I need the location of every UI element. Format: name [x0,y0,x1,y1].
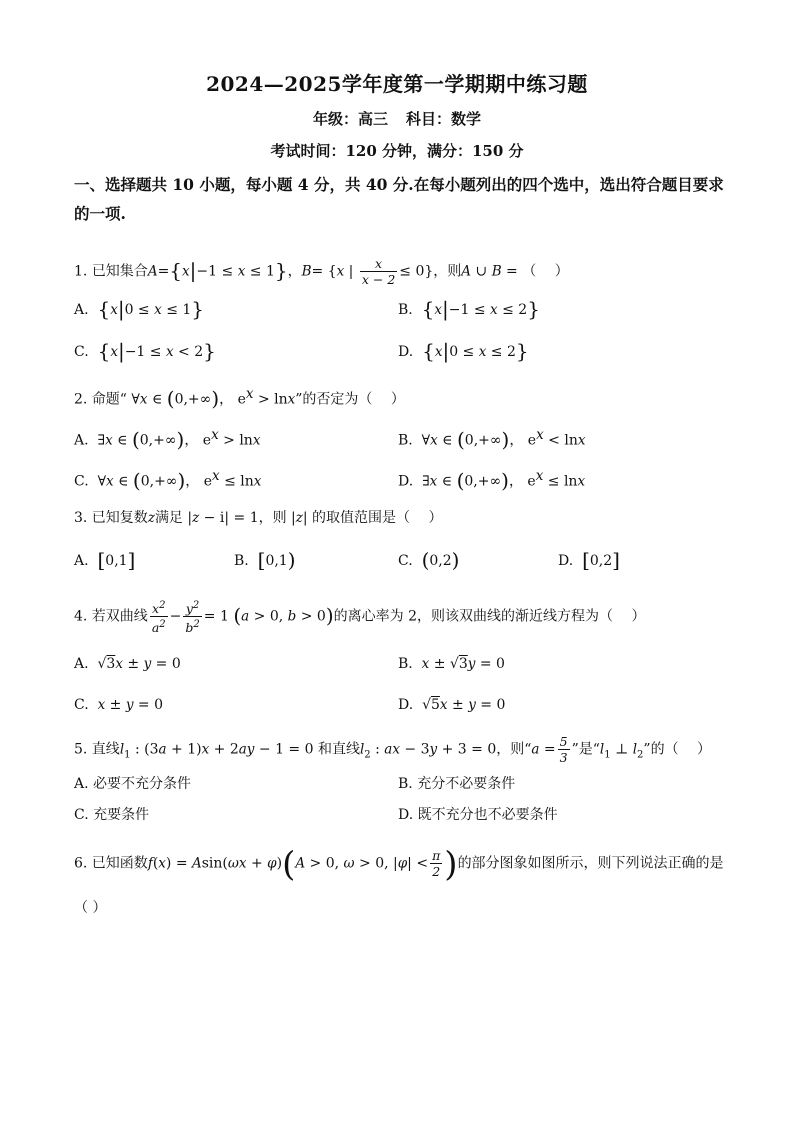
question-3-option-d[interactable]: D. [0,2] [558,548,620,572]
question-4-option-a[interactable]: A. √3x ± y = 0 [74,656,181,672]
question-4-option-b[interactable]: B. x ± √3y = 0 [398,656,505,672]
question-3-stem: 3. 已知复数z满足 |z − i| = 1，则 |z| 的取值范围是（ ） [74,510,443,526]
question-3-option-c[interactable]: C. (0,2) [398,548,460,572]
exam-info: 考试时间：120 分钟，满分：150 分 [270,142,524,160]
question-1-option-d[interactable]: D. {x|0 ≤ x ≤ 2} [398,339,529,363]
question-4-option-c[interactable]: C. x ± y = 0 [74,697,164,713]
question-number: 1. [74,263,92,280]
question-2-option-c[interactable]: C. ∀x ∈ (0,+∞)， $e^x \le \ln x$ [74,468,262,493]
question-5-option-a[interactable]: A. 必要不充分条件 [74,776,192,792]
subject-label: 科目：数学 [406,110,482,128]
question-2-stem: 2. 命题“ ∀x ∈ (0,+∞)， $e^x > \ln x$”的否定为（ ） [74,386,405,411]
question-1-option-c[interactable]: C. {x|−1 ≤ x < 2} [74,339,216,363]
question-1-stem: 1. 已知集合A={x|−1 ≤ x ≤ 1}，B= {x | $\frac{x}{x - 2}$ ≤ 0}，则A ∪ B = （ ） [74,256,569,287]
grade-subject-line [0,108,794,129]
question-5-option-b[interactable]: B. 充分不必要条件 [398,776,516,792]
section-heading: 一、选择题共 10 小题，每小题 4 分，共 40 分.在每小题列出的四个选中，选出符合题目要求的一项. [74,175,724,223]
question-3-option-a[interactable]: A. [0,1] [74,548,136,572]
question-2-option-b[interactable]: B. ∀x ∈ (0,+∞)， $e^x < \ln x$ [398,427,586,452]
question-2-option-a[interactable]: A. ∃x ∈ (0,+∞)， $e^x > \ln x$ [74,427,261,452]
question-3-option-b[interactable]: B. [0,1) [234,548,296,572]
question-5-stem: 5. 直线$l_1$ : (3a + 1)x + 2ay − 1 = 0 和直线$l_2$ : ax − 3y + 3 = 0，则“a = $\frac{5}{3}$ ”是“$l_1$ ⊥ $l_2$”的（ ） [74,734,712,765]
question-5-option-d[interactable]: D. 既不充分也不必要条件 [398,807,558,823]
page-title: 2024—2025学年度第一学期期中练习题 [206,72,588,96]
question-4-stem: 4. 若双曲线 $\frac{x^2}{a^2}$ − $\frac{y^2}{b^2}$ = 1 (a > 0, b > 0)的离心率为 2，则该双曲线的渐近线方程为（ ） [74,600,646,636]
question-6-stem: 6. 已知函数f(x) = Asin(ωx + φ)(A > 0, ω > 0, |φ| < $\frac{\pi}{2}$ )的部分图象如图所示，则下列说法正确的是 [74,844,724,885]
question-1-option-b[interactable]: B. {x|−1 ≤ x ≤ 2} [398,297,540,321]
grade-label: 年级：高三 [312,110,388,128]
question-1-option-a[interactable]: A. {x|0 ≤ x ≤ 1} [74,297,205,321]
question-6-stem-continued: （ ） [74,900,107,916]
question-4-option-d[interactable]: D. √5x ± y = 0 [398,697,506,713]
question-5-option-c[interactable]: C. 充要条件 [74,807,150,823]
question-2-option-d[interactable]: D. ∃x ∈ (0,+∞)， $e^x \le \ln x$ [398,468,586,493]
